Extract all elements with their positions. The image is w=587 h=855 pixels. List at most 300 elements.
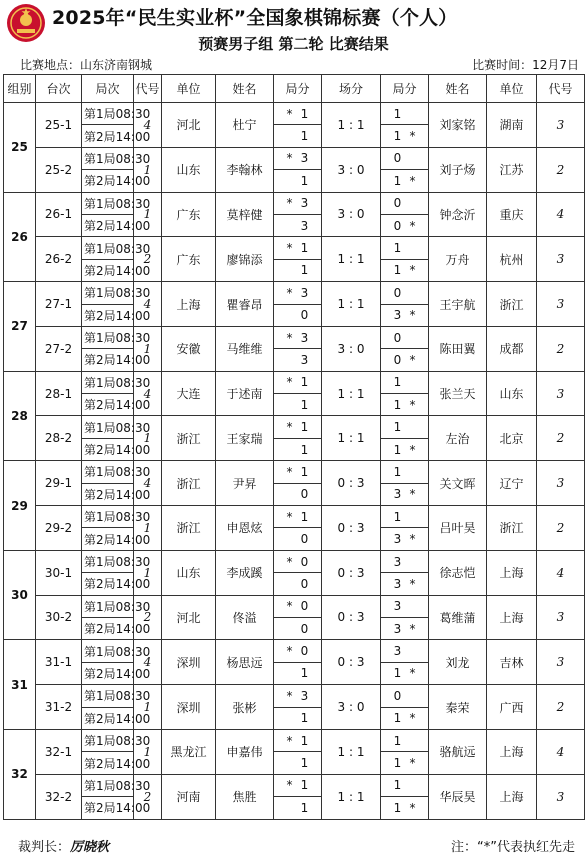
left-game-score [274,214,322,236]
opponent-name: 华辰昊 [429,774,487,819]
left-game-score [274,416,322,438]
left-game-score [274,259,322,281]
group-number: 27 [4,282,36,372]
right-game-score [381,282,429,304]
red-first-mark: * [286,420,293,435]
red-first-mark: * [409,442,416,457]
left-game-score [274,707,322,729]
opponent-code: 3 [537,237,585,282]
red-first-mark: * [286,644,293,659]
red-first-mark: * [286,554,293,569]
match-score-left: 1 [337,431,346,446]
player-name: 杨思远 [216,640,274,685]
session-label: 第2局14:00 [82,617,134,639]
opponent-name: 葛维蒲 [429,595,487,640]
red-first-mark: * [409,129,416,144]
match-score [322,147,381,192]
table-row [4,506,585,528]
player-name: 李成蹊 [216,550,274,595]
game-score: 1 [393,509,402,524]
left-game-score [274,125,322,147]
right-game-score [381,685,429,707]
session-label: 第2局14:00 [82,662,134,684]
player-code: 2 [134,595,162,640]
match-score-left: 0 [337,476,346,491]
player-unit: 河北 [162,103,216,148]
red-first-mark: * [409,666,416,681]
game-score: 0 [393,196,402,211]
opponent-unit: 浙江 [487,506,537,551]
game-score: 1 [393,778,402,793]
opponent-code: 2 [537,326,585,371]
right-game-score [381,214,429,236]
match-score-separator: : [345,386,357,401]
match-score-right: 0 [356,700,365,715]
referee-line [18,836,109,855]
game-score: 3 [300,196,309,211]
left-game-score [274,170,322,192]
match-score-left: 0 [337,655,346,670]
left-game-score [274,282,322,304]
column-header: 局分 [274,75,322,103]
match-score-right: 3 [356,655,365,670]
player-name: 王家瑞 [216,416,274,461]
game-score: 3 [393,576,402,591]
session-label: 第2局14:00 [82,349,134,371]
match-score-right: 0 [356,162,365,177]
venue-label: 比赛地点：山东济南钢城 [20,58,153,72]
red-first-mark: * [409,576,416,591]
game-score: 1 [300,241,309,256]
left-game-score [274,685,322,707]
match-score-separator: : [345,520,357,535]
match-score-left: 1 [337,789,346,804]
session-label: 第2局14:00 [82,259,134,281]
opponent-code: 3 [537,282,585,327]
board-number: 27-2 [36,326,82,371]
red-first-mark: * [286,106,293,121]
player-unit: 上海 [162,282,216,327]
match-score-left: 1 [337,117,346,132]
game-score: 0 [300,576,309,591]
table-row [4,282,585,304]
table-row [4,685,585,707]
group-number: 32 [4,729,36,819]
opponent-unit: 上海 [487,595,537,640]
game-score: 3 [300,151,309,166]
player-name: 廖锦添 [216,237,274,282]
match-score [322,326,381,371]
game-score: 3 [393,532,402,547]
game-score: 0 [300,308,309,323]
game-score: 3 [300,688,309,703]
right-game-score [381,259,429,281]
match-score-separator: : [345,565,357,580]
column-header: 场分 [322,75,381,103]
red-first-mark: * [286,330,293,345]
player-name: 于述南 [216,371,274,416]
player-name: 佟溢 [216,595,274,640]
session-label: 第2局14:00 [82,752,134,774]
game-score: 1 [393,375,402,390]
player-code: 1 [134,147,162,192]
red-first-mark: * [286,151,293,166]
player-unit: 河北 [162,595,216,640]
game-score: 1 [393,800,402,815]
session-label: 第1局08:30 [82,640,134,662]
red-first-mark: * [409,173,416,188]
red-first-mark: * [409,397,416,412]
table-row [4,550,585,572]
session-label: 第2局14:00 [82,125,134,147]
match-score-right: 0 [356,341,365,356]
player-unit: 浙江 [162,506,216,551]
opponent-code: 2 [537,506,585,551]
right-game-score [381,573,429,595]
player-unit: 大连 [162,371,216,416]
game-score: 1 [300,666,309,681]
right-game-score [381,438,429,460]
red-first-mark: * [409,532,416,547]
opponent-unit: 杭州 [487,237,537,282]
game-score: 0 [393,151,402,166]
table-row [4,416,585,438]
game-score: 3 [393,308,402,323]
group-number: 30 [4,550,36,640]
match-score-separator: : [345,700,357,715]
game-score: 0 [300,644,309,659]
table-row [4,774,585,796]
game-score: 1 [300,509,309,524]
match-score [322,685,381,730]
game-score: 1 [300,129,309,144]
session-label: 第2局14:00 [82,170,134,192]
match-score-left: 3 [337,700,346,715]
right-game-score [381,147,429,169]
board-number: 26-2 [36,237,82,282]
red-first-mark: * [409,800,416,815]
board-number: 32-1 [36,729,82,774]
left-game-score [274,237,322,259]
player-name: 申恩炫 [216,506,274,551]
player-code: 1 [134,506,162,551]
game-score: 1 [393,173,402,188]
match-score [322,416,381,461]
board-number: 31-2 [36,685,82,730]
player-name: 李翰林 [216,147,274,192]
red-first-mark: * [286,509,293,524]
game-score: 1 [300,711,309,726]
game-score: 1 [393,241,402,256]
left-game-score [274,617,322,639]
session-label: 第1局08:30 [82,282,134,304]
game-score: 1 [300,263,309,278]
right-game-score [381,483,429,505]
right-game-score [381,729,429,751]
session-label: 第1局08:30 [82,237,134,259]
session-label: 第1局08:30 [82,103,134,125]
right-game-score [381,371,429,393]
right-game-score [381,752,429,774]
opponent-name: 张兰天 [429,371,487,416]
table-row [4,729,585,751]
group-number: 28 [4,371,36,461]
session-label: 第1局08:30 [82,774,134,796]
match-score-right: 1 [356,744,365,759]
player-unit: 山东 [162,550,216,595]
board-number: 25-1 [36,103,82,148]
red-first-mark: * [409,308,416,323]
game-score: 0 [300,599,309,614]
column-header: 代号 [134,75,162,103]
player-code: 1 [134,550,162,595]
session-label: 第2局14:00 [82,394,134,416]
game-score: 1 [393,711,402,726]
game-score: 3 [300,285,309,300]
red-first-mark: * [286,196,293,211]
column-header: 代号 [537,75,585,103]
match-score-left: 3 [337,207,346,222]
red-first-mark: * [409,621,416,636]
game-score: 3 [393,599,402,614]
referee-label: 裁判长： [18,840,71,855]
red-first-mark: * [286,285,293,300]
opponent-unit: 重庆 [487,192,537,237]
session-label: 第2局14:00 [82,304,134,326]
opponent-unit: 上海 [487,550,537,595]
board-number: 26-1 [36,192,82,237]
player-unit: 深圳 [162,685,216,730]
opponent-unit: 上海 [487,729,537,774]
column-header: 局次 [82,75,134,103]
table-row [4,640,585,662]
match-score-separator: : [345,162,357,177]
game-score: 0 [393,218,402,233]
right-game-score [381,528,429,550]
match-score [322,371,381,416]
board-number: 28-2 [36,416,82,461]
group-number: 26 [4,192,36,282]
table-row [4,237,585,259]
board-number: 27-1 [36,282,82,327]
match-score [322,506,381,551]
left-game-score [274,483,322,505]
match-score-left: 3 [337,162,346,177]
player-code: 1 [134,416,162,461]
match-score-separator: : [345,431,357,446]
table-row [4,192,585,214]
game-score: 1 [300,733,309,748]
game-score: 1 [393,106,402,121]
right-game-score [381,550,429,572]
table-row [4,595,585,617]
left-game-score [274,797,322,819]
left-game-score [274,528,322,550]
opponent-code: 3 [537,595,585,640]
board-number: 28-1 [36,371,82,416]
opponent-code: 3 [537,774,585,819]
right-game-score [381,662,429,684]
right-game-score [381,416,429,438]
game-score: 1 [393,397,402,412]
match-score-left: 0 [337,565,346,580]
red-first-mark: * [286,733,293,748]
opponent-unit: 浙江 [487,282,537,327]
left-game-score [274,662,322,684]
left-game-score [274,461,322,483]
column-header: 局分 [381,75,429,103]
right-game-score [381,349,429,371]
right-game-score [381,707,429,729]
opponent-name: 刘子炀 [429,147,487,192]
game-score: 0 [300,532,309,547]
player-code: 2 [134,237,162,282]
match-score-separator: : [345,117,357,132]
game-score: 1 [300,375,309,390]
red-first-mark: * [286,241,293,256]
footnote: 注：“*”代表执红先走 [451,840,575,855]
session-label: 第1局08:30 [82,550,134,572]
left-game-score [274,506,322,528]
left-game-score [274,729,322,751]
match-score-left: 1 [337,386,346,401]
board-number: 31-1 [36,640,82,685]
right-game-score [381,617,429,639]
left-game-score [274,573,322,595]
match-score-separator: : [345,655,357,670]
player-code: 4 [134,640,162,685]
session-label: 第1局08:30 [82,416,134,438]
red-first-mark: * [409,756,416,771]
opponent-unit: 山东 [487,371,537,416]
opponent-code: 3 [537,640,585,685]
table-row [4,147,585,169]
opponent-unit: 吉林 [487,640,537,685]
red-first-mark: * [409,352,416,367]
match-score-left: 1 [337,297,346,312]
column-header: 组别 [4,75,36,103]
player-name: 张彬 [216,685,274,730]
opponent-name: 关文晖 [429,461,487,506]
table-row [4,371,585,393]
right-game-score [381,125,429,147]
session-label: 第1局08:30 [82,461,134,483]
player-code: 4 [134,371,162,416]
session-label: 第1局08:30 [82,595,134,617]
red-first-mark: * [409,711,416,726]
match-score [322,640,381,685]
game-score: 1 [393,263,402,278]
player-code: 1 [134,729,162,774]
left-game-score [274,326,322,348]
game-score: 0 [393,285,402,300]
session-label: 第1局08:30 [82,371,134,393]
opponent-code: 4 [537,550,585,595]
left-game-score [274,371,322,393]
left-game-score [274,192,322,214]
group-number: 29 [4,461,36,551]
table-body [4,103,585,820]
red-first-mark: * [409,487,416,502]
table-header-row [4,75,585,103]
opponent-unit: 江苏 [487,147,537,192]
player-name: 申嘉伟 [216,729,274,774]
player-code: 2 [134,774,162,819]
group-number: 25 [4,103,36,193]
game-score: 1 [300,800,309,815]
column-header: 单位 [487,75,537,103]
game-score: 1 [393,733,402,748]
game-score: 1 [300,106,309,121]
match-score-separator: : [345,744,357,759]
table-row [4,103,585,125]
player-code: 1 [134,685,162,730]
player-code: 4 [134,461,162,506]
match-score [322,595,381,640]
session-label: 第1局08:30 [82,685,134,707]
left-game-score [274,550,322,572]
game-score: 1 [300,756,309,771]
match-score-right: 1 [356,252,365,267]
player-unit: 安徽 [162,326,216,371]
match-score-separator: : [345,252,357,267]
opponent-unit: 辽宁 [487,461,537,506]
left-game-score [274,394,322,416]
results-table [3,74,585,820]
opponent-name: 徐志恺 [429,550,487,595]
player-unit: 浙江 [162,416,216,461]
game-score: 3 [300,218,309,233]
session-label: 第2局14:00 [82,573,134,595]
match-score-right: 1 [356,789,365,804]
game-score: 0 [300,554,309,569]
game-score: 0 [393,330,402,345]
board-number: 30-1 [36,550,82,595]
game-score: 3 [393,487,402,502]
column-header: 姓名 [429,75,487,103]
left-game-score [274,103,322,125]
opponent-code: 2 [537,685,585,730]
table-row [4,461,585,483]
session-label: 第2局14:00 [82,438,134,460]
opponent-name: 刘家铭 [429,103,487,148]
board-number: 29-2 [36,506,82,551]
game-score: 0 [300,487,309,502]
player-unit: 河南 [162,774,216,819]
opponent-code: 2 [537,147,585,192]
match-score-separator: : [345,476,357,491]
red-first-mark: * [409,263,416,278]
player-name: 尹昇 [216,461,274,506]
red-first-mark: * [286,778,293,793]
opponent-code: 2 [537,416,585,461]
right-game-score [381,237,429,259]
player-unit: 深圳 [162,640,216,685]
right-game-score [381,192,429,214]
session-label: 第2局14:00 [82,214,134,236]
page-header [0,0,587,76]
left-game-score [274,640,322,662]
match-score-separator: : [345,207,357,222]
match-score-right: 3 [356,476,365,491]
player-name: 杜宁 [216,103,274,148]
game-score: 1 [393,666,402,681]
game-score: 1 [393,129,402,144]
session-label: 第1局08:30 [82,326,134,348]
red-first-mark: * [286,688,293,703]
board-number: 30-2 [36,595,82,640]
match-score-right: 3 [356,610,365,625]
